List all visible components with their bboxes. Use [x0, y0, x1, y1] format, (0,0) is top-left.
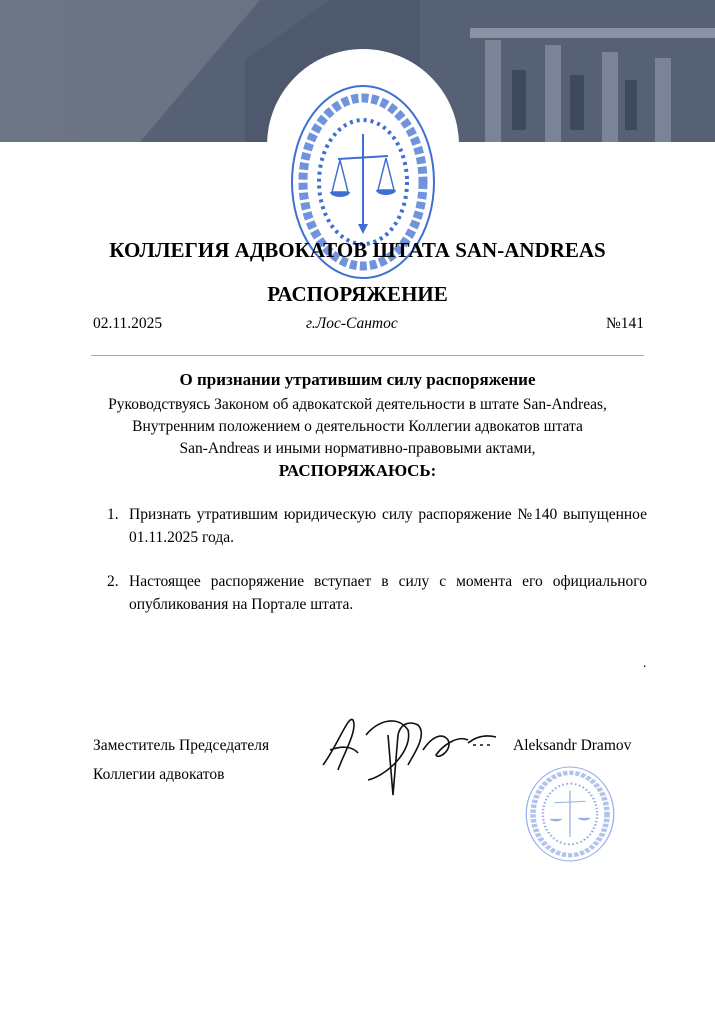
divider: [91, 355, 644, 356]
preamble-line: Внутренним положением о деятельности Коллегии адвокатов штата: [132, 418, 583, 435]
doc-type-title: РАСПОРЯЖЕНИЕ: [267, 282, 448, 306]
org-title: КОЛЛЕГИЯ АДВОКАТОВ ШТАТА SAN-ANDREAS: [109, 238, 606, 262]
order-word: РАСПОРЯЖАЮСЬ:: [278, 461, 437, 480]
item-text: Настоящее распоряжение вступает в силу с момента его официального опубликования на Портале штата.: [129, 573, 647, 613]
doc-number: №141: [606, 315, 645, 332]
signer-position: Коллегии адвокатов: [93, 766, 225, 783]
doc-city: г.Лос-Сантос: [306, 315, 398, 332]
preamble-line: Руководствуясь Законом об адвокатской деятельности в штате San-Andreas,: [108, 396, 607, 413]
doc-subject: О признании утратившим силу распоряжение: [179, 370, 536, 389]
seal-stamp: [525, 766, 615, 862]
item-number: 1.: [107, 506, 119, 523]
order-item: [107, 570, 647, 616]
preamble-line: San-Andreas и иными нормативно-правовыми актами,: [179, 440, 536, 457]
item-text: Признать утратившим юридическую силу распоряжение №140 выпущенное 01.11.2025 года.: [129, 506, 647, 546]
order-item: [107, 503, 647, 549]
doc-date: 02.11.2025: [93, 315, 163, 332]
stray-dot: .: [643, 656, 647, 671]
signer-name: Aleksandr Dramov: [513, 737, 632, 754]
handwritten-signature: [318, 705, 503, 825]
item-number: 2.: [107, 573, 119, 590]
signer-position: Заместитель Председателя: [93, 737, 270, 754]
